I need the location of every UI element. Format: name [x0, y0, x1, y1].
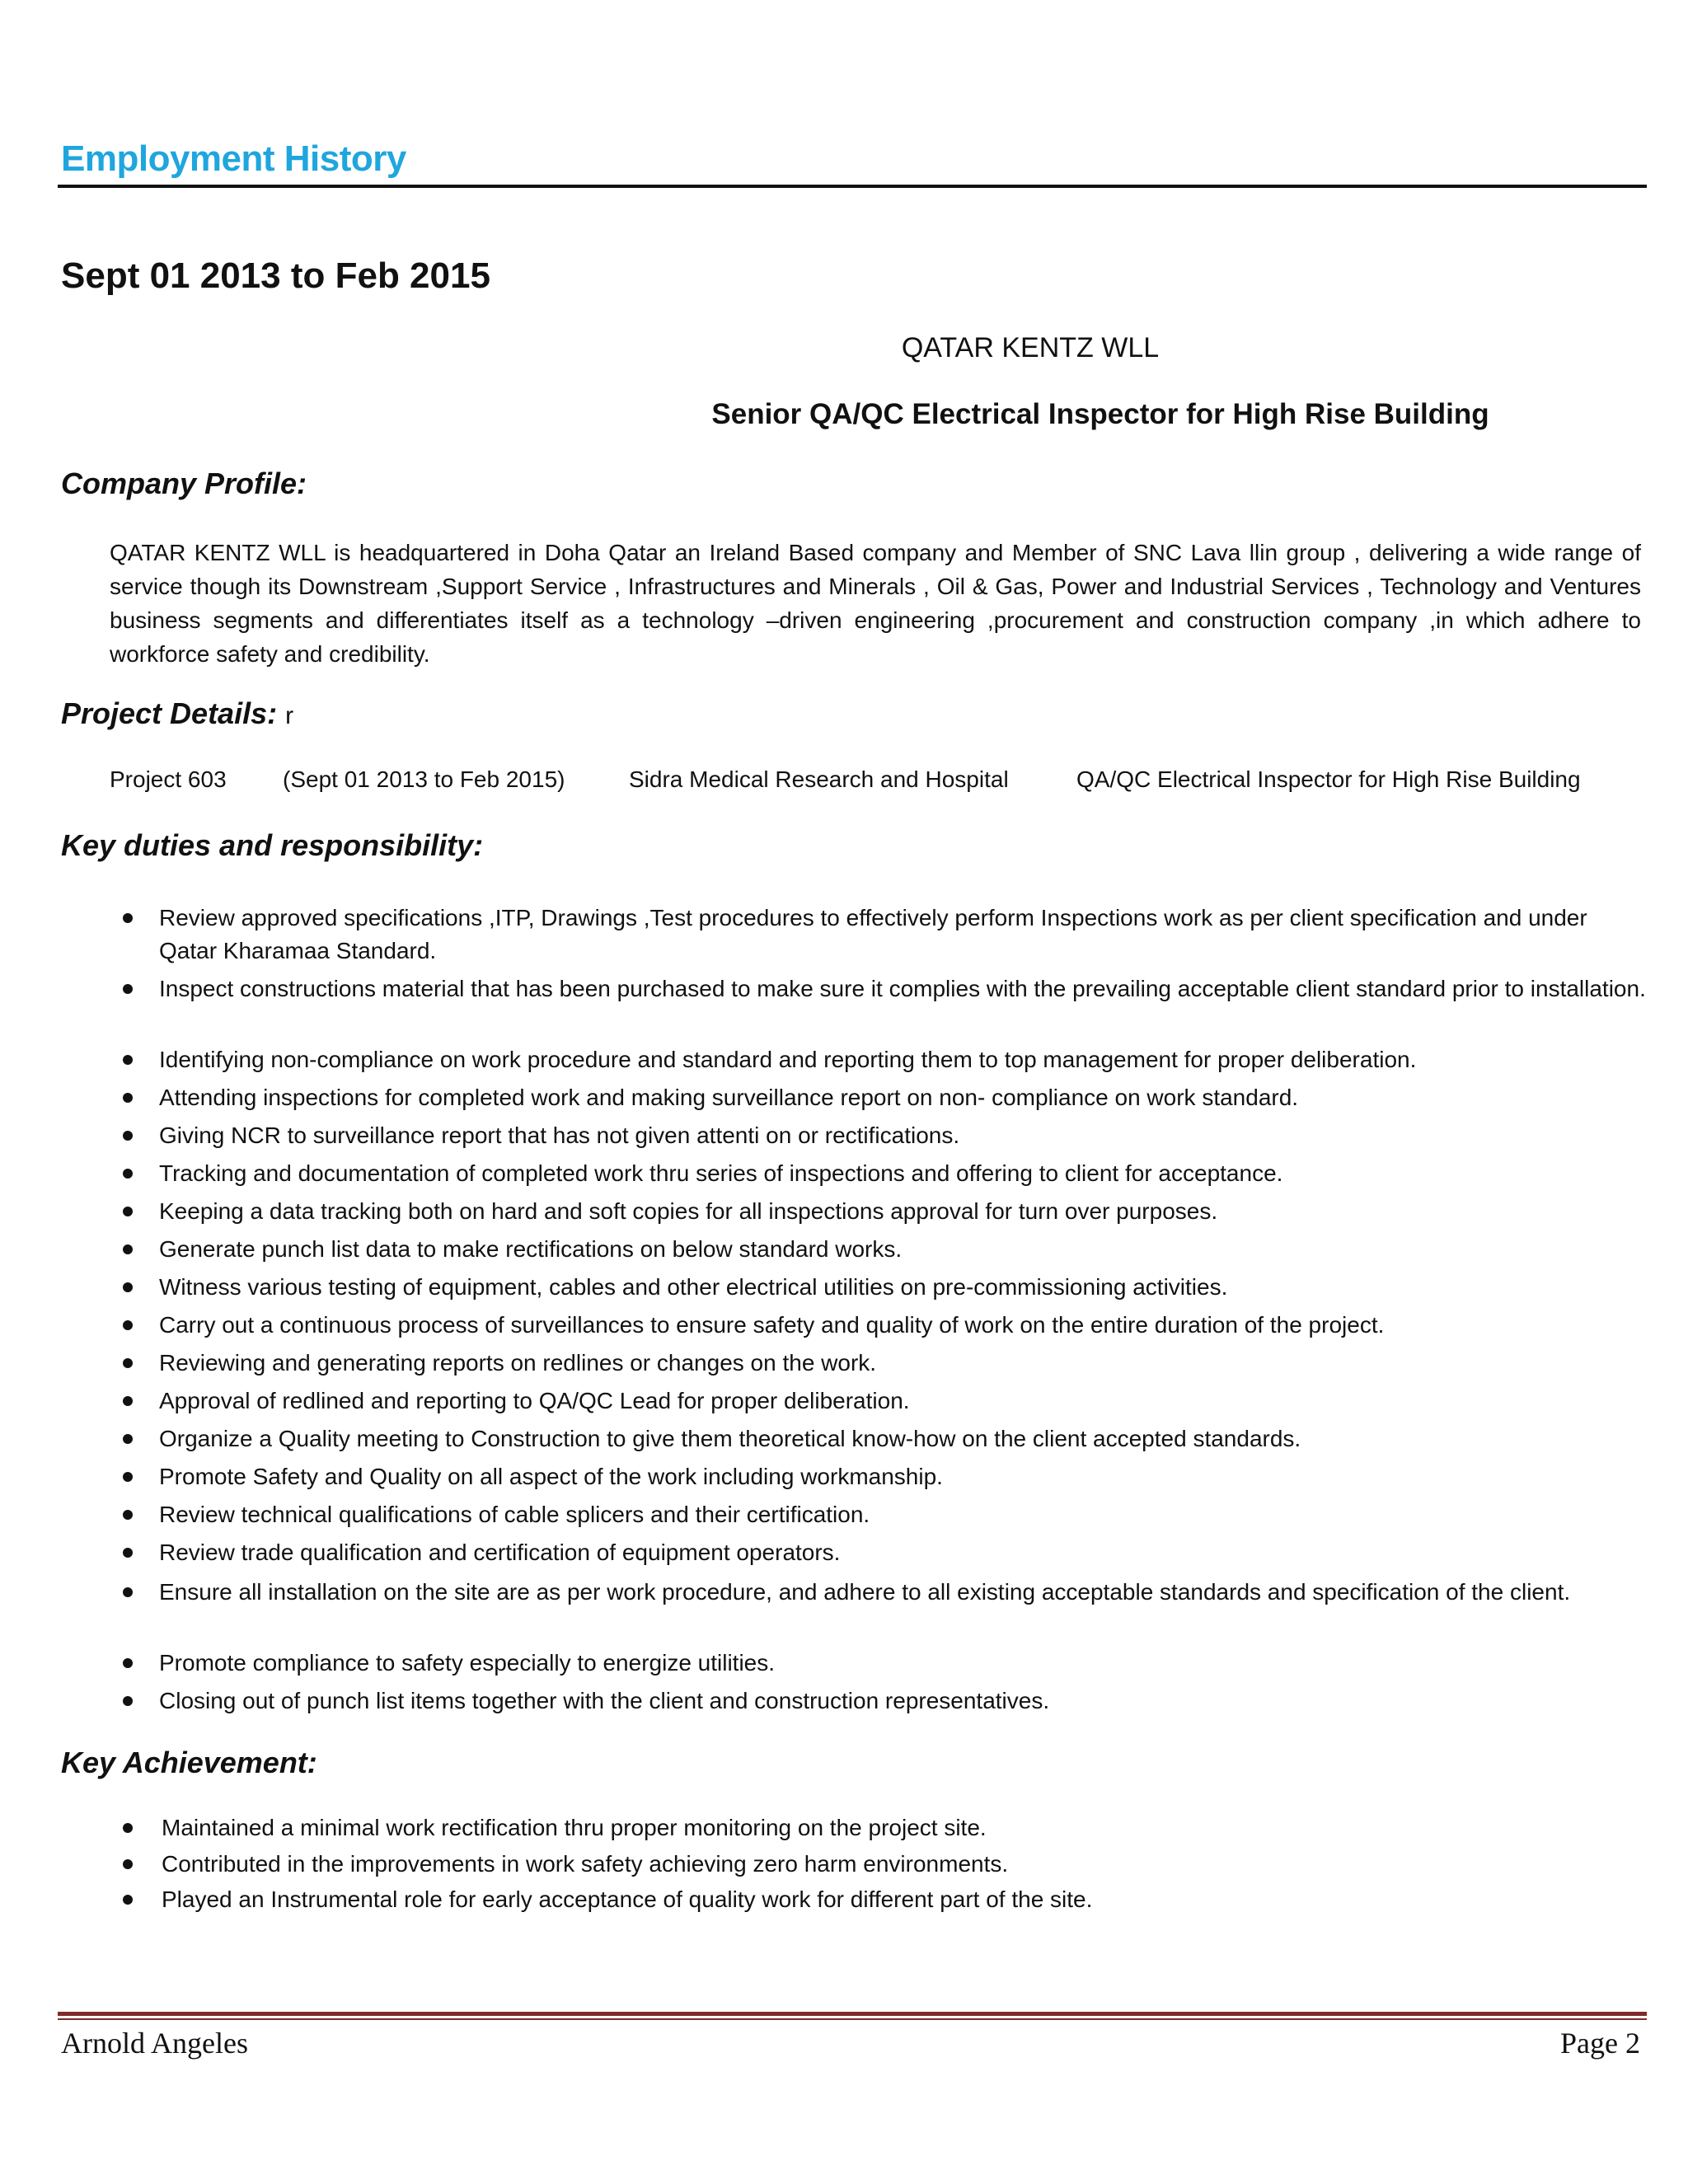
job-title: Senior QA/QC Electrical Inspector for High Rise Building	[711, 398, 1489, 430]
footer-author-name: Arnold Angeles	[61, 2027, 248, 2060]
duty-item: Attending inspections for completed work and making surveillance report on non- compliance on work standard.	[159, 1085, 1299, 1110]
footer-divider-thin	[58, 2018, 1647, 2020]
project-role: QA/QC Electrical Inspector for High Rise Building	[1076, 766, 1581, 792]
bullet-icon	[123, 1510, 133, 1520]
bullet-icon	[123, 913, 133, 923]
section-divider	[58, 185, 1647, 188]
bullet-icon	[123, 1320, 133, 1330]
bullet-icon	[123, 1396, 133, 1406]
achievement-item: Contributed in the improvements in work safety achieving zero harm environments.	[162, 1851, 1009, 1877]
duty-item: Review trade qualification and certification of equipment operators.	[159, 1540, 841, 1565]
achievement-item: Played an Instrumental role for early acceptance of quality work for different part of the site.	[162, 1886, 1093, 1912]
bullet-icon	[123, 1472, 133, 1482]
duty-item: Inspect constructions material that has been purchased to make sure it complies with the prevailing acceptable client standard prior to installation.	[159, 976, 1646, 1001]
duty-item: Witness various testing of equipment, cables and other electrical utilities on pre-commissioning activities.	[159, 1274, 1228, 1300]
company-profile-text: QATAR KENTZ WLL is headquartered in Doha Qatar an Ireland Based company and Member of SNC Lava llin group , delivering a wide range of service though its Downstream ,Support Service , Infrastructures and Minerals , Oil & Gas, Power and Industrial Services , Technology and Ventures business segments and differentiates itself as a technology –driven engineering ,procurement and construction company ,in which adhere to workforce safety and credibility.	[110, 540, 1641, 667]
bullet-icon	[123, 1548, 133, 1558]
duty-item: Carry out a continuous process of surveillances to ensure safety and quality of work on the entire duration of the project.	[159, 1312, 1385, 1338]
bullet-icon	[123, 1207, 133, 1216]
bullet-icon	[123, 1859, 133, 1869]
footer-divider	[58, 2012, 1647, 2016]
duty-item: Review approved specifications ,ITP, Drawings ,Test procedures to effectively perform Inspections work as per client specification and under Qatar Kharamaa Standard.	[159, 905, 1587, 963]
bullet-icon	[123, 1434, 133, 1444]
footer-page-number: Page 2	[1560, 2027, 1640, 2060]
bullet-icon	[123, 1895, 133, 1905]
duty-item: Organize a Quality meeting to Construction to give them theoretical know-how on the client accepted standards.	[159, 1426, 1301, 1451]
bullet-icon	[123, 1055, 133, 1065]
bullet-icon	[123, 1587, 133, 1597]
project-details-stray-char: r	[285, 702, 294, 729]
duty-item: Promote compliance to safety especially to energize utilities.	[159, 1650, 776, 1675]
bullet-icon	[123, 1169, 133, 1179]
company-name: QATAR KENTZ WLL	[901, 332, 1160, 363]
project-details-heading	[61, 696, 293, 731]
achievements-heading: Key Achievement:	[61, 1746, 317, 1779]
achievement-item: Maintained a minimal work rectification thru proper monitoring on the project site.	[162, 1815, 987, 1840]
duty-item: Generate punch list data to make rectifications on below standard works.	[159, 1236, 903, 1262]
duty-item: Giving NCR to surveillance report that has not given attenti on or rectifications.	[159, 1122, 960, 1148]
duties-heading: Key duties and responsibility:	[61, 828, 484, 862]
section-heading: Employment History	[61, 138, 406, 179]
duty-item: Closing out of punch list items together with the client and construction representatives.	[159, 1688, 1050, 1713]
project-number: Project 603	[110, 766, 227, 792]
duty-item: Keeping a data tracking both on hard and soft copies for all inspections approval for turn over purposes.	[159, 1198, 1218, 1224]
duty-item: Reviewing and generating reports on redlines or changes on the work.	[159, 1350, 877, 1376]
project-dates: (Sept 01 2013 to Feb 2015)	[283, 766, 565, 792]
project-site: Sidra Medical Research and Hospital	[629, 766, 1009, 792]
duty-item: Promote Safety and Quality on all aspect of the work including workmanship.	[159, 1464, 943, 1489]
bullet-icon	[123, 1131, 133, 1141]
duty-item: Ensure all installation on the site are as per work procedure, and adhere to all existing acceptable standards and specification of the client.	[159, 1579, 1571, 1605]
bullet-icon	[123, 1823, 133, 1833]
project-details-label: Project Details:	[61, 696, 278, 730]
bullet-icon	[123, 1696, 133, 1706]
bullet-icon	[123, 1282, 133, 1292]
bullet-icon	[123, 1358, 133, 1368]
bullet-icon	[123, 1244, 133, 1254]
company-profile-heading: Company Profile:	[61, 466, 307, 500]
employment-period: Sept 01 2013 to Feb 2015	[61, 255, 490, 296]
bullet-icon	[123, 1658, 133, 1668]
duty-item: Tracking and documentation of completed work thru series of inspections and offering to client for acceptance.	[159, 1160, 1283, 1186]
duty-item: Identifying non-compliance on work procedure and standard and reporting them to top management for proper deliberation.	[159, 1047, 1417, 1072]
duty-item: Review technical qualifications of cable splicers and their certification.	[159, 1502, 870, 1527]
bullet-icon	[123, 984, 133, 994]
duty-item: Approval of redlined and reporting to QA/QC Lead for proper deliberation.	[159, 1388, 910, 1413]
bullet-icon	[123, 1093, 133, 1103]
